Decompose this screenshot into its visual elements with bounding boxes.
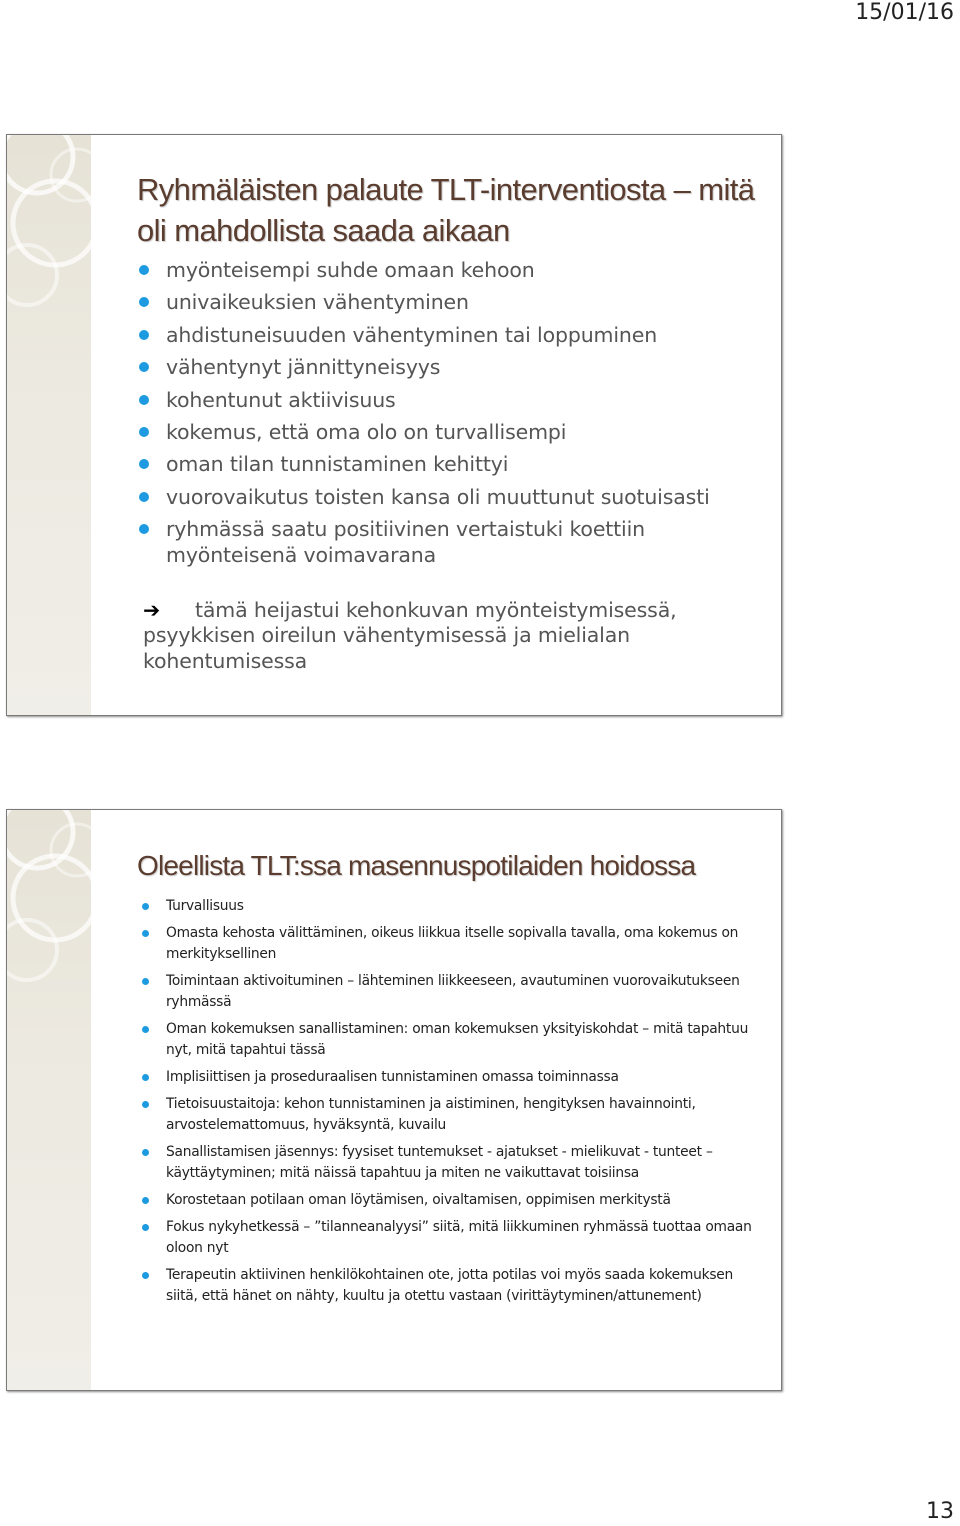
list-item: Tietoisuustaitoja: kehon tunnistaminen ja aistiminen, hengityksen havainnointi, arvostelemattomuus, hyväksyntä, kuvailu xyxy=(166,1094,766,1136)
list-item: ryhmässä saatu positiivinen vertaistuki koettiin myönteisenä voimavarana xyxy=(166,516,766,568)
list-item: myönteisempi suhde omaan kehoon xyxy=(166,257,766,283)
list-item: vuorovaikutus toisten kansa oli muuttunut suotuisasti xyxy=(166,484,766,510)
slide-1 xyxy=(6,134,782,716)
slide-1-bullet-list xyxy=(166,257,766,575)
list-item: Turvallisuus xyxy=(166,896,766,917)
decorative-circles xyxy=(7,810,91,1010)
list-item: vähentynyt jännittyneisyys xyxy=(166,354,766,380)
page-number: 13 xyxy=(926,1499,954,1524)
slide-side-strip xyxy=(7,135,91,715)
conclusion-body: tämä heijastui kehonkuvan myönteistymisessä, psyykkisen oireilun vähentymisessä ja mielialan kohentumisessa xyxy=(143,597,677,673)
list-item: Implisiittisen ja proseduraalisen tunnistaminen omassa toiminnassa xyxy=(166,1067,766,1088)
list-item: kokemus, että oma olo on turvallisempi xyxy=(166,419,766,445)
slide-2 xyxy=(6,809,782,1391)
page-date: 15/01/16 xyxy=(855,0,954,25)
list-item: Omasta kehosta välittäminen, oikeus liikkua itselle sopivalla tavalla, oma kokemus on merkityksellinen xyxy=(166,923,766,965)
list-item: Sanallistamisen jäsennys: fyysiset tuntemukset - ajatukset - mielikuvat - tunteet – käyttäytyminen; mitä näissä tapahtuu ja miten ne vaikuttavat toisiinsa xyxy=(166,1142,766,1184)
list-item: ahdistuneisuuden vähentyminen tai loppuminen xyxy=(166,322,766,348)
arrow-right-icon: ➔ xyxy=(143,597,161,622)
list-item: Korostetaan potilaan oman löytämisen, oivaltamisen, oppimisen merkitystä xyxy=(166,1190,766,1211)
slide-1-title: Ryhmäläisten palaute TLT-interventiosta – mitä oli mahdollista saada aikaan xyxy=(137,172,755,248)
list-item: univaikeuksien vähentyminen xyxy=(166,289,766,315)
slide-2-bullet-list xyxy=(166,896,766,1313)
list-item: Oman kokemuksen sanallistaminen: oman kokemuksen yksityiskohdat – mitä tapahtuu nyt, mitä tapahtui tässä xyxy=(166,1019,766,1061)
slide-2-title: Oleellista TLT:ssa masennuspotilaiden hoidossa xyxy=(137,850,696,881)
decorative-circles xyxy=(7,135,91,335)
conclusion-text xyxy=(143,598,763,675)
list-item: Fokus nykyhetkessä – ”tilanneanalyysi” siitä, mitä liikkuminen ryhmässä tuottaa omaan oloon nyt xyxy=(166,1217,766,1259)
list-item: Terapeutin aktiivinen henkilökohtainen ote, jotta potilas voi myös saada kokemuksen siitä, että hänet on nähty, kuultu ja otettu vastaan (virittäytyminen/attunement) xyxy=(166,1265,766,1307)
list-item: oman tilan tunnistaminen kehittyi xyxy=(166,451,766,477)
list-item: Toimintaan aktivoituminen – lähteminen liikkeeseen, avautuminen vuorovaikutukseen ryhmässä xyxy=(166,971,766,1013)
list-item: kohentunut aktiivisuus xyxy=(166,387,766,413)
slide-side-strip xyxy=(7,810,91,1390)
